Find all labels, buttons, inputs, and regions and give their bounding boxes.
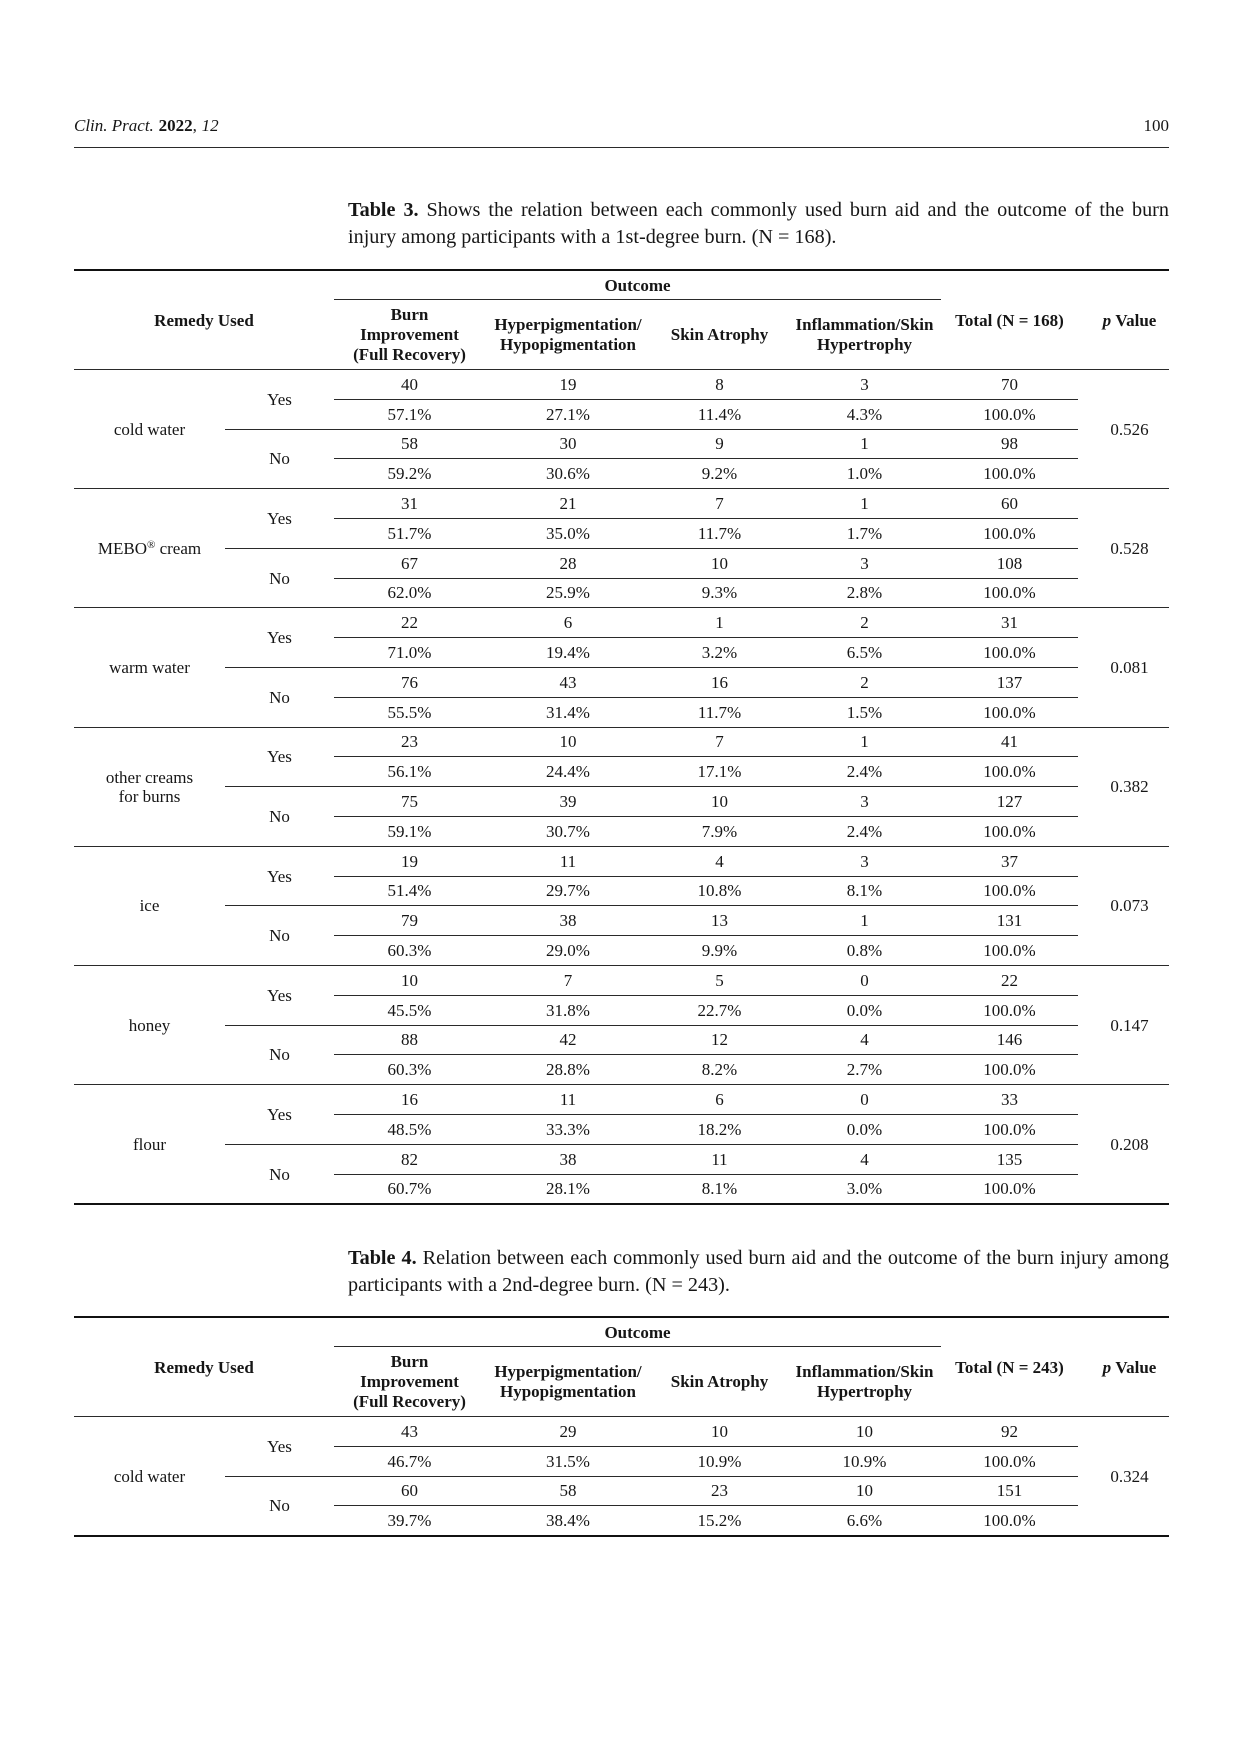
count-cell: 22	[334, 607, 485, 637]
percent-cell: 8.1%	[788, 876, 941, 906]
remedy-name-text: honey	[128, 1015, 171, 1035]
col-header-p-value	[1078, 1318, 1169, 1416]
percent-cell: 29.7%	[485, 876, 651, 906]
journal-volume: 12	[201, 116, 219, 135]
remedy-name	[106, 768, 193, 787]
count-cell: 9	[651, 429, 788, 459]
count-cell: 4	[788, 1144, 941, 1174]
count-cell: 75	[334, 786, 485, 816]
p-value-cell: 0.324	[1078, 1416, 1169, 1535]
group-label: No	[225, 1476, 334, 1536]
running-head	[74, 115, 1169, 137]
percent-cell: 51.7%	[334, 518, 485, 548]
col-header-line: (Full Recovery)	[353, 344, 466, 364]
data-table	[74, 269, 1169, 1205]
total-count-cell: 70	[941, 369, 1078, 399]
remedy-name	[114, 1467, 185, 1486]
remedy-name-text: cold water	[113, 1466, 186, 1486]
col-header-hyperpigmentation	[485, 1347, 651, 1416]
total-percent-cell: 100.0%	[941, 756, 1078, 786]
count-cell: 40	[334, 369, 485, 399]
col-header-line: Hypopigmentation	[499, 1381, 637, 1401]
count-cell: 11	[485, 846, 651, 876]
col-header-remedy: Remedy Used	[154, 310, 254, 330]
count-cell: 4	[651, 846, 788, 876]
percent-cell: 1.0%	[788, 458, 941, 488]
group-label: No	[225, 786, 334, 846]
percent-cell: 25.9%	[485, 578, 651, 608]
total-percent-cell: 100.0%	[941, 816, 1078, 846]
remedy-name-text: cold water	[113, 419, 186, 439]
col-header-line: Skin Atrophy	[670, 324, 769, 344]
count-cell: 30	[485, 429, 651, 459]
percent-cell: 11.7%	[651, 518, 788, 548]
percent-cell: 27.1%	[485, 399, 651, 429]
count-cell: 60	[334, 1476, 485, 1506]
group-label: Yes	[225, 846, 334, 906]
remedy-name-text: warm water	[109, 657, 190, 677]
remedy-name	[114, 420, 185, 439]
p-value-cell: 0.147	[1078, 965, 1169, 1084]
remedy-name-cell	[74, 727, 225, 846]
percent-cell: 30.6%	[485, 458, 651, 488]
percent-cell: 9.2%	[651, 458, 788, 488]
count-cell: 10	[788, 1416, 941, 1446]
header-rule	[74, 147, 1169, 148]
percent-cell: 28.1%	[485, 1174, 651, 1204]
percent-cell: 57.1%	[334, 399, 485, 429]
percent-cell: 9.3%	[651, 578, 788, 608]
total-percent-cell: 100.0%	[941, 697, 1078, 727]
remedy-name-cell	[74, 1416, 225, 1535]
total-percent-cell: 100.0%	[941, 1505, 1078, 1535]
percent-cell: 6.6%	[788, 1505, 941, 1535]
percent-cell: 59.2%	[334, 458, 485, 488]
col-header-inflammation	[788, 1347, 941, 1416]
remedy-name-text: ice	[139, 896, 160, 916]
percent-cell: 60.3%	[334, 1054, 485, 1084]
col-header-inflammation	[788, 300, 941, 369]
group-label: Yes	[225, 488, 334, 548]
percent-cell: 55.5%	[334, 697, 485, 727]
count-cell: 7	[651, 488, 788, 518]
count-cell: 16	[334, 1084, 485, 1114]
count-cell: 12	[651, 1025, 788, 1055]
group-label: No	[225, 429, 334, 489]
remedy-name-text: flour	[132, 1134, 167, 1154]
count-cell: 0	[788, 1084, 941, 1114]
p-value-label: Value	[1115, 1357, 1157, 1377]
journal-title: Clin. Pract.	[74, 116, 154, 135]
group-label: Yes	[225, 1084, 334, 1144]
count-cell: 29	[485, 1416, 651, 1446]
percent-cell: 45.5%	[334, 995, 485, 1025]
remedy-name	[98, 539, 201, 558]
percent-cell: 18.2%	[651, 1114, 788, 1144]
count-cell: 28	[485, 548, 651, 578]
remedy-name	[129, 1016, 171, 1035]
count-cell: 38	[485, 905, 651, 935]
col-header-line: Inflammation/Skin	[795, 314, 934, 334]
percent-cell: 10.9%	[651, 1446, 788, 1476]
count-cell: 11	[651, 1144, 788, 1174]
total-percent-cell: 100.0%	[941, 1174, 1078, 1204]
table-caption	[348, 1245, 1169, 1299]
table-caption-label: Table 3.	[348, 199, 419, 221]
count-cell: 79	[334, 905, 485, 935]
group-label: Yes	[225, 727, 334, 787]
percent-cell: 48.5%	[334, 1114, 485, 1144]
total-count-cell: 137	[941, 667, 1078, 697]
remedy-name-cell	[74, 846, 225, 965]
col-header-line: Hyperpigmentation/	[494, 314, 642, 334]
total-count-cell: 135	[941, 1144, 1078, 1174]
remedy-name-cell	[74, 965, 225, 1084]
count-cell: 10	[651, 786, 788, 816]
remedy-name	[109, 658, 190, 677]
remedy-name	[133, 1135, 166, 1154]
count-cell: 67	[334, 548, 485, 578]
col-header-line: Hypertrophy	[816, 334, 913, 354]
col-header-line: (Full Recovery)	[353, 1391, 466, 1411]
count-cell: 16	[651, 667, 788, 697]
total-count-cell: 108	[941, 548, 1078, 578]
percent-cell: 2.8%	[788, 578, 941, 608]
total-count-cell: 92	[941, 1416, 1078, 1446]
count-cell: 38	[485, 1144, 651, 1174]
total-percent-cell: 100.0%	[941, 637, 1078, 667]
remedy-name-line-2: for burns	[118, 786, 181, 806]
count-cell: 43	[334, 1416, 485, 1446]
percent-cell: 6.5%	[788, 637, 941, 667]
percent-cell: 1.5%	[788, 697, 941, 727]
count-cell: 10	[651, 548, 788, 578]
percent-cell: 22.7%	[651, 995, 788, 1025]
p-symbol: p	[1102, 310, 1112, 330]
percent-cell: 8.1%	[651, 1174, 788, 1204]
count-cell: 1	[788, 905, 941, 935]
group-label: Yes	[225, 369, 334, 429]
total-count-cell: 33	[941, 1084, 1078, 1114]
journal-year: 2022	[158, 116, 193, 135]
col-header-hyperpigmentation	[485, 300, 651, 369]
percent-cell: 38.4%	[485, 1505, 651, 1535]
col-header-line: Skin Atrophy	[670, 1371, 769, 1391]
total-count-cell: 37	[941, 846, 1078, 876]
percent-cell: 0.0%	[788, 995, 941, 1025]
percent-cell: 39.7%	[334, 1505, 485, 1535]
remedy-name-suffix: cream	[159, 538, 202, 558]
remedy-name-cell	[74, 607, 225, 726]
count-cell: 3	[788, 846, 941, 876]
registered-trademark-symbol: ®	[146, 538, 156, 551]
total-count-cell: 127	[941, 786, 1078, 816]
percent-cell: 10.8%	[651, 876, 788, 906]
count-cell: 58	[334, 429, 485, 459]
percent-cell: 33.3%	[485, 1114, 651, 1144]
count-cell: 1	[788, 488, 941, 518]
col-header-line: Burn	[390, 304, 429, 324]
total-count-cell: 41	[941, 727, 1078, 757]
group-label: No	[225, 1144, 334, 1204]
count-cell: 2	[788, 667, 941, 697]
col-header-line: Hypertrophy	[816, 1381, 913, 1401]
percent-cell: 8.2%	[651, 1054, 788, 1084]
percent-cell: 31.4%	[485, 697, 651, 727]
count-cell: 19	[485, 369, 651, 399]
group-label: Yes	[225, 965, 334, 1025]
percent-cell: 30.7%	[485, 816, 651, 846]
table-caption-text: Relation between each commonly used burn aid and the outcome of the burn injury among participants with a 2nd-degree burn. (N = 243).	[348, 1247, 1169, 1296]
total-count-cell: 131	[941, 905, 1078, 935]
total-percent-cell: 100.0%	[941, 399, 1078, 429]
percent-cell: 2.4%	[788, 756, 941, 786]
percent-cell: 60.7%	[334, 1174, 485, 1204]
count-cell: 6	[485, 607, 651, 637]
count-cell: 6	[651, 1084, 788, 1114]
count-cell: 1	[788, 429, 941, 459]
total-percent-cell: 100.0%	[941, 458, 1078, 488]
percent-cell: 0.0%	[788, 1114, 941, 1144]
total-percent-cell: 100.0%	[941, 935, 1078, 965]
percent-cell: 2.4%	[788, 816, 941, 846]
total-percent-cell: 100.0%	[941, 518, 1078, 548]
percent-cell: 29.0%	[485, 935, 651, 965]
count-cell: 1	[788, 727, 941, 757]
remedy-name-text: MEBO	[97, 538, 147, 558]
count-cell: 7	[485, 965, 651, 995]
count-cell: 3	[788, 786, 941, 816]
remedy-name	[140, 896, 160, 915]
count-cell: 19	[334, 846, 485, 876]
count-cell: 3	[788, 369, 941, 399]
count-cell: 76	[334, 667, 485, 697]
remedy-name-cell	[74, 369, 225, 488]
total-count-cell: 60	[941, 488, 1078, 518]
count-cell: 13	[651, 905, 788, 935]
total-percent-cell: 100.0%	[941, 1054, 1078, 1084]
count-cell: 31	[334, 488, 485, 518]
percent-cell: 46.7%	[334, 1446, 485, 1476]
col-header-line: Inflammation/Skin	[795, 1361, 934, 1381]
percent-cell: 28.8%	[485, 1054, 651, 1084]
p-symbol: p	[1102, 1357, 1112, 1377]
remedy-name-text: other creams	[105, 767, 194, 787]
p-value-label: Value	[1115, 310, 1157, 330]
percent-cell: 1.7%	[788, 518, 941, 548]
count-cell: 21	[485, 488, 651, 518]
col-header-line: Hypopigmentation	[499, 334, 637, 354]
col-header-line: Improvement	[360, 324, 459, 344]
count-cell: 88	[334, 1025, 485, 1055]
percent-cell: 31.5%	[485, 1446, 651, 1476]
count-cell: 2	[788, 607, 941, 637]
percent-cell: 9.9%	[651, 935, 788, 965]
percent-cell: 10.9%	[788, 1446, 941, 1476]
count-cell: 4	[788, 1025, 941, 1055]
col-header-total: Total (N = 243)	[955, 1357, 1064, 1377]
percent-cell: 62.0%	[334, 578, 485, 608]
count-cell: 1	[651, 607, 788, 637]
group-label: No	[225, 905, 334, 965]
p-value-cell: 0.081	[1078, 607, 1169, 726]
count-cell: 42	[485, 1025, 651, 1055]
count-cell: 8	[651, 369, 788, 399]
data-table	[74, 1316, 1169, 1537]
percent-cell: 11.4%	[651, 399, 788, 429]
group-label: No	[225, 548, 334, 608]
percent-cell: 2.7%	[788, 1054, 941, 1084]
group-label: Yes	[225, 1416, 334, 1476]
col-header-remedy: Remedy Used	[154, 1357, 254, 1377]
total-count-cell: 22	[941, 965, 1078, 995]
p-value-cell: 0.208	[1078, 1084, 1169, 1203]
col-header-outcome: Outcome	[334, 271, 941, 300]
percent-cell: 31.8%	[485, 995, 651, 1025]
p-value-cell: 0.382	[1078, 727, 1169, 846]
p-value-cell: 0.528	[1078, 488, 1169, 607]
percent-cell: 4.3%	[788, 399, 941, 429]
percent-cell: 60.3%	[334, 935, 485, 965]
count-cell: 23	[334, 727, 485, 757]
total-percent-cell: 100.0%	[941, 1446, 1078, 1476]
col-header-p-value	[1078, 271, 1169, 369]
count-cell: 5	[651, 965, 788, 995]
count-cell: 7	[651, 727, 788, 757]
percent-cell: 7.9%	[651, 816, 788, 846]
total-count-cell: 146	[941, 1025, 1078, 1055]
total-percent-cell: 100.0%	[941, 578, 1078, 608]
total-count-cell: 98	[941, 429, 1078, 459]
count-cell: 23	[651, 1476, 788, 1506]
total-count-cell: 31	[941, 607, 1078, 637]
table-caption-label: Table 4.	[348, 1247, 417, 1269]
percent-cell: 3.0%	[788, 1174, 941, 1204]
percent-cell: 0.8%	[788, 935, 941, 965]
total-percent-cell: 100.0%	[941, 876, 1078, 906]
col-header-skin-atrophy	[651, 1347, 788, 1416]
count-cell: 0	[788, 965, 941, 995]
col-header-line: Hyperpigmentation/	[494, 1361, 642, 1381]
citation-separator: ,	[192, 116, 197, 135]
percent-cell: 59.1%	[334, 816, 485, 846]
col-header-line: Burn	[390, 1351, 429, 1371]
group-label: No	[225, 1025, 334, 1085]
count-cell: 10	[651, 1416, 788, 1446]
count-cell: 10	[485, 727, 651, 757]
table-caption	[348, 197, 1169, 251]
count-cell: 43	[485, 667, 651, 697]
total-count-cell: 151	[941, 1476, 1078, 1506]
count-cell: 39	[485, 786, 651, 816]
count-cell: 58	[485, 1476, 651, 1506]
group-label: No	[225, 667, 334, 727]
p-value-cell: 0.526	[1078, 369, 1169, 488]
percent-cell: 35.0%	[485, 518, 651, 548]
percent-cell: 11.7%	[651, 697, 788, 727]
table-caption-text: Shows the relation between each commonly used burn aid and the outcome of the burn injury among participants with a 1st-degree burn. (N = 168).	[348, 199, 1169, 248]
total-percent-cell: 100.0%	[941, 1114, 1078, 1144]
page-number: 100	[1143, 116, 1169, 135]
p-value-cell: 0.073	[1078, 846, 1169, 965]
percent-cell: 15.2%	[651, 1505, 788, 1535]
col-header-skin-atrophy	[651, 300, 788, 369]
percent-cell: 3.2%	[651, 637, 788, 667]
count-cell: 3	[788, 548, 941, 578]
percent-cell: 19.4%	[485, 637, 651, 667]
percent-cell: 51.4%	[334, 876, 485, 906]
col-header-total: Total (N = 168)	[955, 310, 1064, 330]
col-header-burn-improvement	[334, 1347, 485, 1416]
col-header-line: Improvement	[360, 1371, 459, 1391]
percent-cell: 24.4%	[485, 756, 651, 786]
percent-cell: 56.1%	[334, 756, 485, 786]
count-cell: 10	[334, 965, 485, 995]
remedy-name-cell	[74, 488, 225, 607]
count-cell: 11	[485, 1084, 651, 1114]
count-cell: 82	[334, 1144, 485, 1174]
percent-cell: 17.1%	[651, 756, 788, 786]
group-label: Yes	[225, 607, 334, 667]
col-header-burn-improvement	[334, 300, 485, 369]
count-cell: 10	[788, 1476, 941, 1506]
remedy-name-cell	[74, 1084, 225, 1203]
total-percent-cell: 100.0%	[941, 995, 1078, 1025]
col-header-outcome: Outcome	[334, 1318, 941, 1347]
percent-cell: 71.0%	[334, 637, 485, 667]
